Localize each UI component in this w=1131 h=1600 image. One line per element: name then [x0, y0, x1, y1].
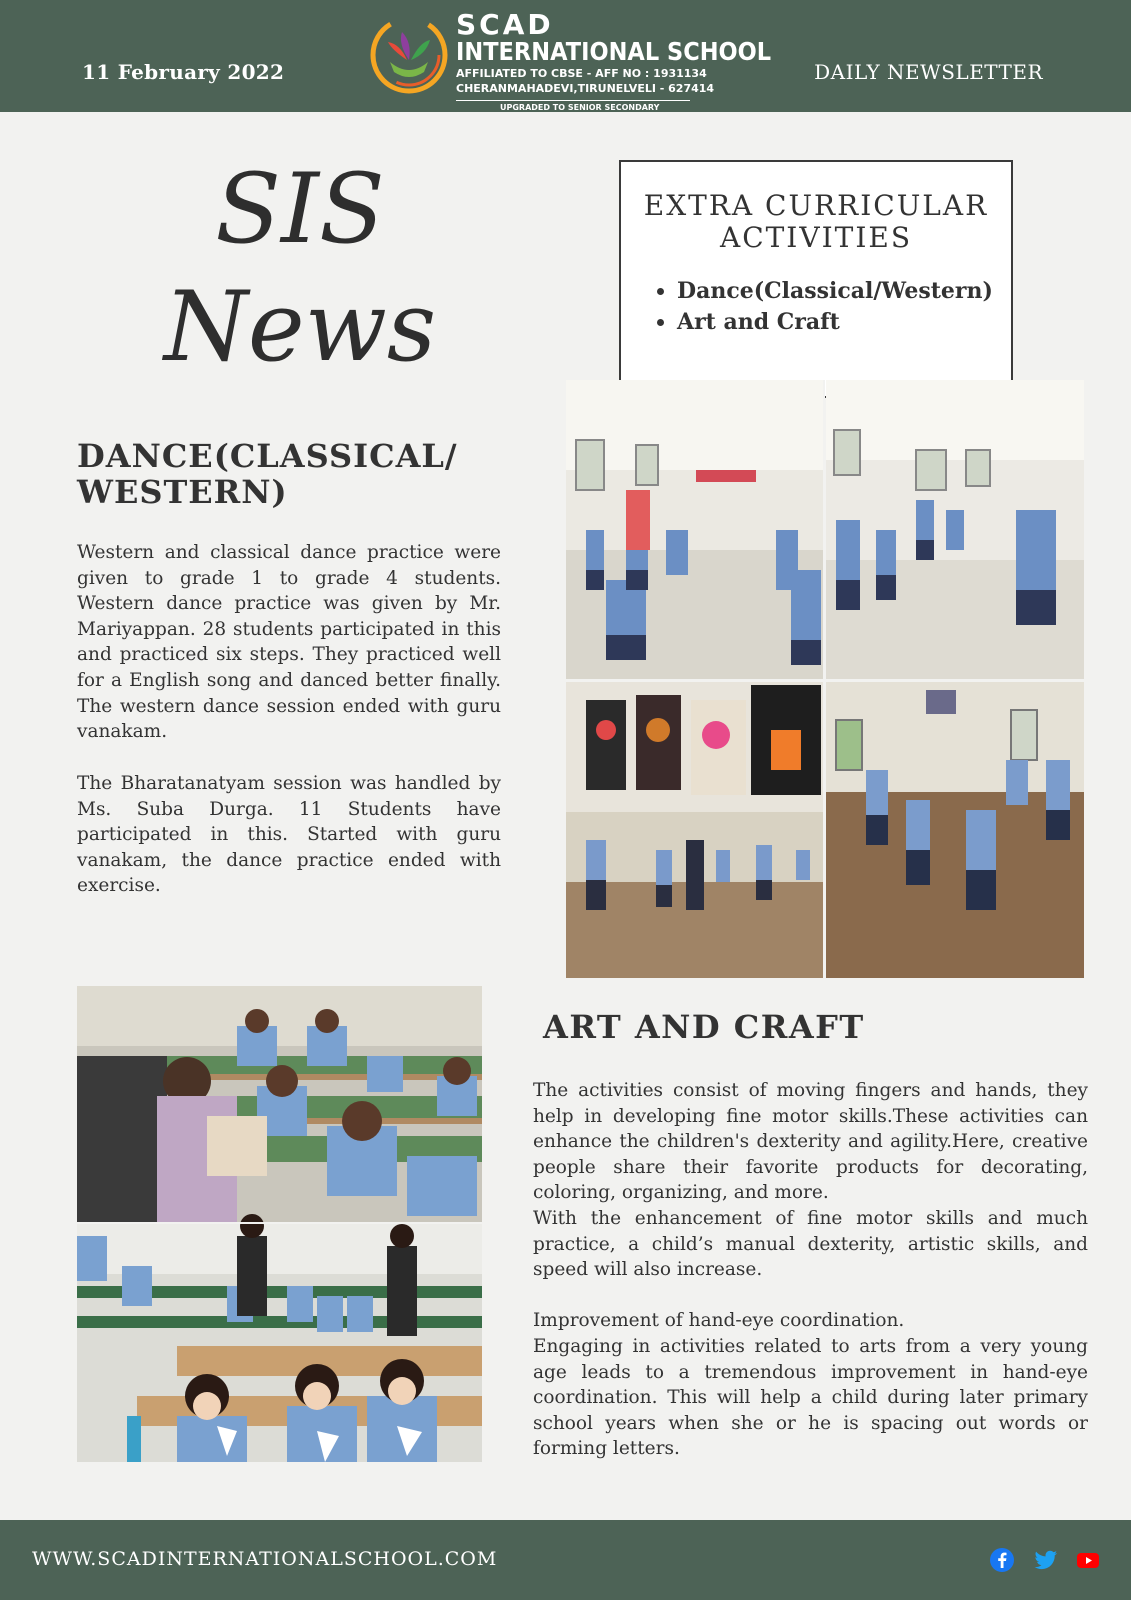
art-text-3: Improvement of hand-eye coordination.	[533, 1310, 905, 1332]
footer-band	[0, 1520, 1131, 1600]
dance-text-2: The Bharatanatyam session was handled by Ms. Suba Durga. 11 Students have participated in this. Started with guru vanakam, the dance practice ended with exercise.	[77, 773, 501, 897]
youtube-icon[interactable]	[1076, 1548, 1100, 1572]
logo-affiliation: AFFILIATED TO CBSE - AFF NO : 1931134	[456, 67, 707, 80]
activity-item: • Art and Craft	[677, 307, 1011, 338]
masthead-title	[150, 150, 450, 386]
facebook-icon[interactable]	[990, 1548, 1014, 1572]
twitter-icon[interactable]	[1034, 1548, 1058, 1572]
dance-heading	[77, 438, 517, 510]
newsletter-date: 11 February 2022	[82, 60, 285, 84]
dance-heading-line1: DANCE(CLASSICAL/	[77, 437, 458, 475]
dance-heading-line2: WESTERN)	[77, 473, 288, 511]
art-text-4: Engaging in activities related to arts from a very young age leads to a tremendous improvement in hand-eye coordination. This will help a child during later primary school years when she or he is spacing out words or forming letters.	[533, 1335, 1088, 1460]
activity-item: • Dance(Classical/Western)	[677, 276, 1011, 307]
website-link[interactable]: WWW.SCADINTERNATIONALSCHOOL.COM	[32, 1548, 498, 1570]
logo-school-name: INTERNATIONAL SCHOOL	[456, 37, 772, 66]
dance-photo-collage	[566, 380, 1084, 978]
dance-photos-image	[566, 380, 1084, 978]
dance-paragraph-1	[77, 540, 501, 745]
logo-upgrade: UPGRADED TO SENIOR SECONDARY	[456, 100, 690, 112]
header-band	[0, 0, 1131, 112]
school-logo-text	[456, 8, 806, 112]
masthead-line1: SIS	[215, 153, 385, 265]
art-photo-collage	[77, 986, 482, 1462]
art-heading: ART AND CRAFT	[543, 1008, 865, 1046]
art-text-1: The activities consist of moving fingers and hands, they help in developing fine motor skills.These activities can enhance the children's dexterity and agility.Here, creative people share their favorite products for decorating, coloring, organizing, and more.	[533, 1080, 1088, 1204]
art-paragraph-group	[533, 1078, 1088, 1462]
logo-address: CHERANMAHADEVI,TIRUNELVELI - 627414	[456, 82, 715, 95]
art-text-2: With the enhancement of fine motor skills and much practice, a child’s manual dexterity, artistic skills, and speed will also increase.	[533, 1207, 1088, 1281]
dance-text-1: Western and classical dance practice were given to grade 1 to grade 4 students. Western dance practice was given by Mr. Mariyappan. 28 students participated in this and practiced six steps. They practiced well for a English song and danced better finally. The western dance session ended with guru vanakam.	[77, 542, 501, 743]
school-logo-icon	[368, 14, 450, 96]
activities-list	[621, 276, 1011, 338]
newsletter-label: DAILY NEWSLETTER	[814, 60, 1043, 84]
dance-paragraph-2	[77, 771, 501, 899]
activities-title	[621, 190, 1011, 254]
art-photos-image	[77, 986, 482, 1462]
masthead-line2: News	[163, 271, 437, 383]
logo-scad: SCAD	[456, 8, 554, 41]
activities-box	[619, 160, 1013, 398]
activities-title-line1: EXTRA CURRICULAR	[643, 189, 989, 222]
activities-title-line2: ACTIVITIES	[719, 221, 913, 254]
